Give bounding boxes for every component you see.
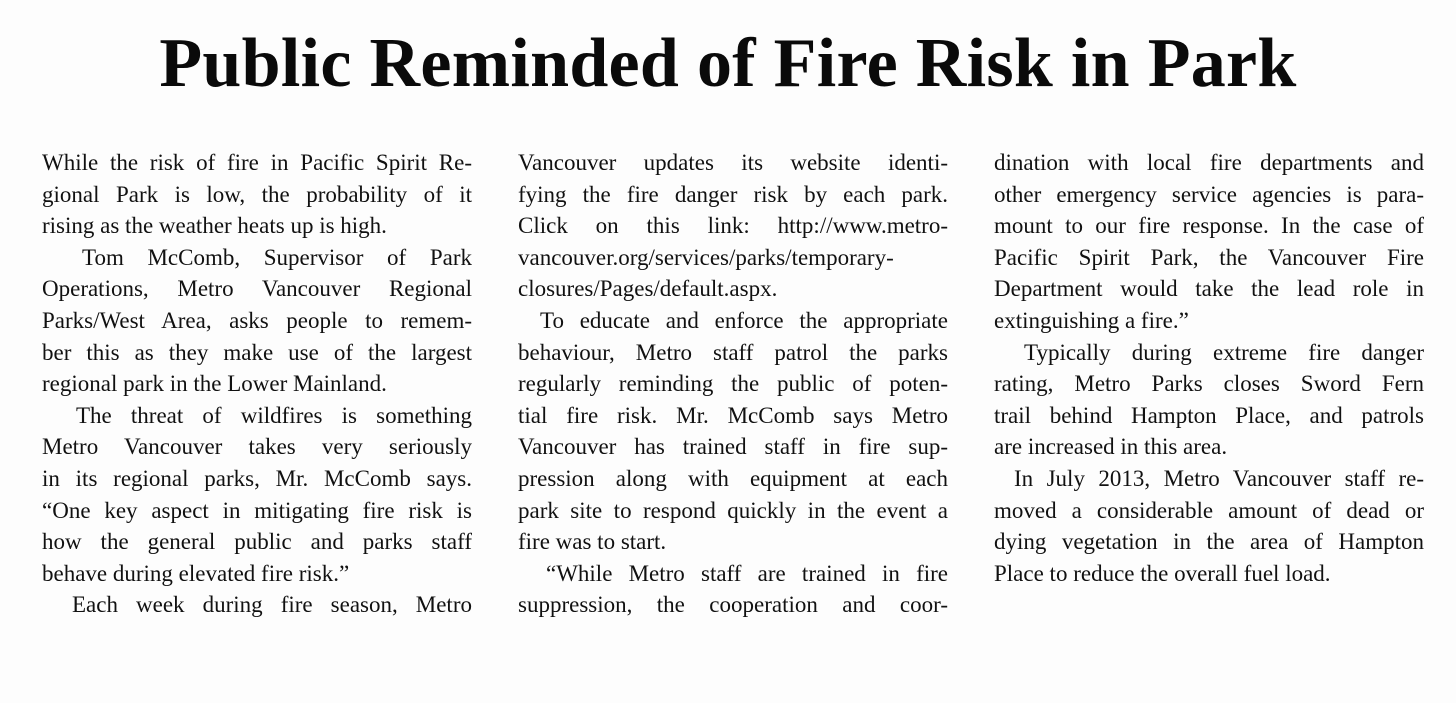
text-line: Operations, Metro Vancouver Regional <box>42 276 472 302</box>
text-line: in its regional parks, Mr. McComb says. <box>42 465 472 491</box>
text-line: Each week during fire season, Metro <box>72 592 472 618</box>
text-line: extinguishing a fire.” <box>994 307 1189 333</box>
article-headline: Public Reminded of Fire Risk in Park <box>159 25 1297 102</box>
text-line: rising as the weather heats up is high. <box>42 213 387 239</box>
text-line: tial fire risk. Mr. McComb says Metro <box>518 402 948 428</box>
text-line: “One key aspect in mitigating fire risk is <box>42 497 472 523</box>
text-line: park site to respond quickly in the event a <box>518 497 948 523</box>
text-line: Metro Vancouver takes very seriously <box>42 434 472 460</box>
text-line: Parks/West Area, asks people to remem- <box>42 307 472 333</box>
text-line: regional park in the Lower Mainland. <box>42 371 387 397</box>
text-line: pression along with equipment at each <box>518 465 948 491</box>
text-line: vancouver.org/services/parks/temporary- <box>518 244 894 270</box>
text-line: regularly reminding the public of poten- <box>518 371 948 397</box>
text-line: fire was to start. <box>518 529 667 555</box>
text-line: behave during elevated fire risk.” <box>42 560 350 586</box>
text-line: Vancouver updates its website identi- <box>518 150 948 175</box>
text-line: other emergency service agencies is para- <box>994 181 1424 207</box>
text-line: mount to our fire response. In the case of <box>994 213 1424 239</box>
text-line: Pacific Spirit Park, the Vancouver Fire <box>994 244 1424 270</box>
text-line: gional Park is low, the probability of it <box>42 181 472 207</box>
text-line: To educate and enforce the appropriate <box>540 307 948 333</box>
text-line: “While Metro staff are trained in fire <box>546 560 948 586</box>
text-line: In July 2013, Metro Vancouver staff re- <box>1014 465 1424 491</box>
text-line: how the general public and parks staff <box>42 529 472 555</box>
text-line: rating, Metro Parks closes Sword Fern <box>994 371 1424 397</box>
text-line: closures/Pages/default.aspx. <box>518 276 778 302</box>
article-column-2 <box>518 147 948 621</box>
article-column-1 <box>42 147 472 621</box>
text-line: fying the fire danger risk by each park. <box>518 181 948 207</box>
text-line: behaviour, Metro staff patrol the parks <box>518 339 948 365</box>
text-line: are increased in this area. <box>994 434 1228 460</box>
text-line: Department would take the lead role in <box>994 276 1424 302</box>
text-line: suppression, the cooperation and coor- <box>518 592 948 618</box>
text-line: ber this as they make use of the largest <box>42 339 472 365</box>
text-line: Click on this link: http://www.metro- <box>518 213 948 239</box>
text-line: Typically during extreme fire danger <box>1024 339 1424 365</box>
text-line: moved a considerable amount of dead or <box>994 497 1424 523</box>
text-line: trail behind Hampton Place, and patrols <box>994 402 1424 428</box>
text-line: Place to reduce the overall fuel load. <box>994 560 1331 586</box>
text-line: Vancouver has trained staff in fire sup- <box>518 434 948 460</box>
article-column-3 <box>994 147 1424 589</box>
text-line: The threat of wildfires is something <box>76 402 472 428</box>
text-line: While the risk of fire in Pacific Spirit Re- <box>42 150 472 175</box>
text-line: Tom McComb, Supervisor of Park <box>82 244 472 270</box>
text-line: dination with local fire departments and <box>994 150 1424 175</box>
text-line: dying vegetation in the area of Hampton <box>994 529 1424 555</box>
